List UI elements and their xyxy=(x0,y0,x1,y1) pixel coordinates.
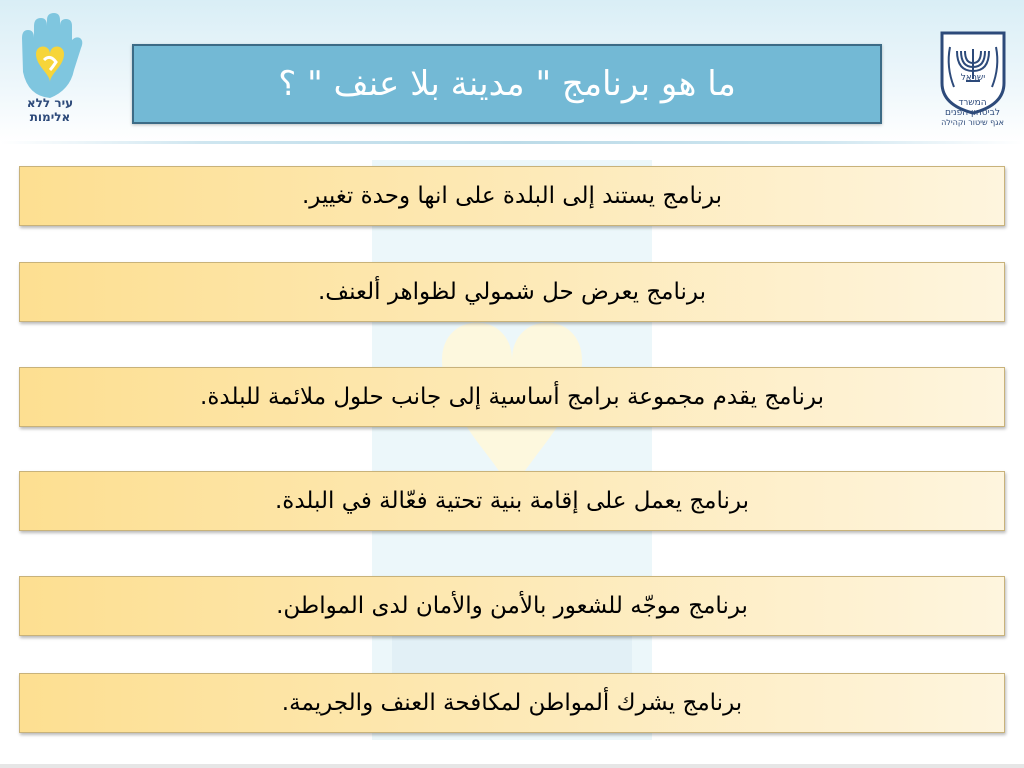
bullet-text: برنامج يشرك ألمواطن لمكافحة العنف والجريمة. xyxy=(281,690,743,716)
bullet-box xyxy=(19,471,1005,531)
watermark-logo xyxy=(372,160,652,740)
logo-left-line2: אלימות xyxy=(29,110,71,124)
logo-left-line1: עיר ללא xyxy=(26,96,74,110)
title-box xyxy=(132,44,882,124)
ministry-line1: המשרד xyxy=(958,98,987,108)
bullet-text: برنامج يقدم مجموعة برامج أساسية إلى جانب حلول ملائمة للبلدة. xyxy=(200,384,824,410)
slide-title: ما هو برنامج " مدينة بلا عنف " ؟ xyxy=(278,64,736,104)
logo-left-text xyxy=(14,96,86,124)
emblem-word: ישראל xyxy=(960,73,986,83)
ministry-line3: אגף שיטור וקהילה xyxy=(941,118,1004,127)
ministry-line2: לביטחון הפנים xyxy=(945,108,1000,118)
bullet-box xyxy=(19,367,1005,427)
bullet-box xyxy=(19,166,1005,226)
bullet-box xyxy=(19,262,1005,322)
bullet-text: برنامج يعمل على إقامة بنية تحتية فعّالة في البلدة. xyxy=(275,488,749,514)
bullet-text: برنامج يستند إلى البلدة على انها وحدة تغيير. xyxy=(301,183,723,209)
ministry-text xyxy=(925,98,1020,128)
bullet-text: برنامج يعرض حل شمولي لظواهر ألعنف. xyxy=(317,279,706,305)
bullet-box xyxy=(19,673,1005,733)
header-divider xyxy=(0,141,1024,144)
bottom-border xyxy=(0,764,1024,768)
bullet-box xyxy=(19,576,1005,636)
bullet-text: برنامج موجّه للشعور بالأمن والأمان لدى المواطن. xyxy=(276,593,748,619)
